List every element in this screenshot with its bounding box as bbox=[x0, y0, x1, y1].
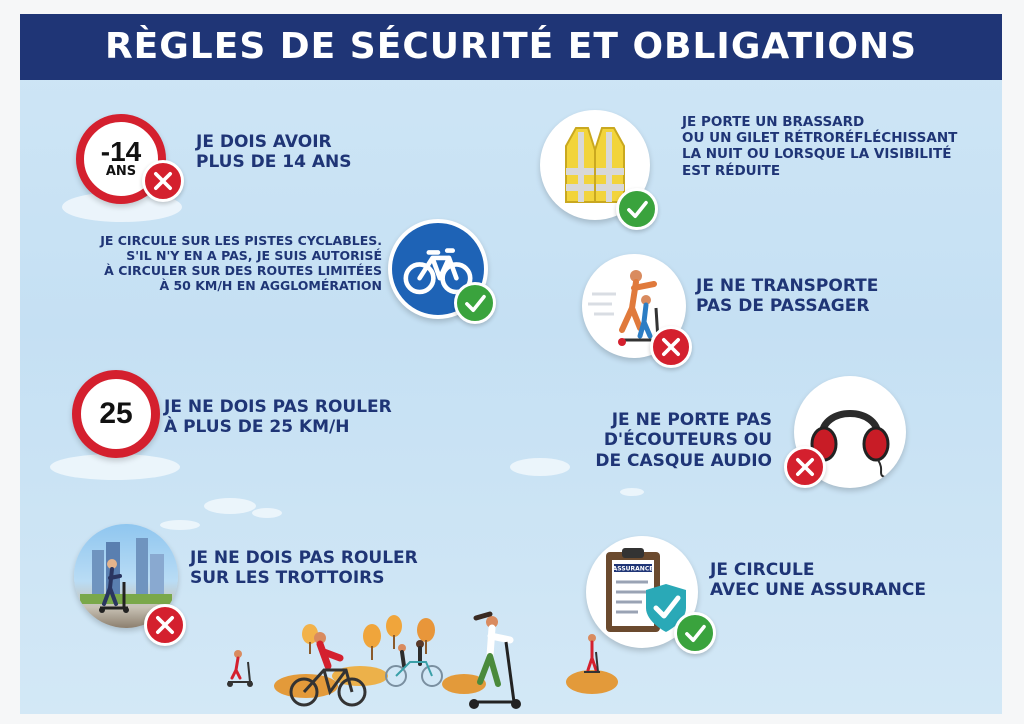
rule-headphones-line: JE NE PORTE PAS bbox=[611, 410, 772, 430]
rule-passenger-text bbox=[696, 276, 878, 317]
insurance-doc-label: ASSURANCE bbox=[612, 565, 654, 573]
age-sign-number: -14 bbox=[100, 136, 142, 167]
cloud bbox=[620, 488, 644, 496]
rule-cycle-lanes-line: S'IL N'Y EN A PAS, JE SUIS AUTORISÉ bbox=[126, 248, 382, 263]
speed-sign-number: 25 bbox=[99, 397, 133, 430]
rule-cycle-lanes-text bbox=[48, 233, 382, 293]
rule-vest-text bbox=[682, 114, 957, 179]
rule-age-line: PLUS DE 14 ANS bbox=[196, 152, 352, 173]
rule-headphones-text bbox=[560, 410, 772, 471]
rule-cycle-lanes-line: À CIRCULER SUR DES ROUTES LIMITÉES bbox=[104, 263, 382, 278]
rule-insurance-line: JE CIRCULE bbox=[710, 560, 815, 580]
close-icon bbox=[787, 449, 823, 485]
rule-headphones-line: D'ÉCOUTEURS OU bbox=[603, 430, 772, 451]
check-icon bbox=[457, 285, 493, 321]
rule-sidewalk-line: JE NE DOIS PAS ROULER bbox=[190, 548, 418, 568]
rule-vest-line: EST RÉDUITE bbox=[682, 162, 781, 179]
rule-vest-line: JE PORTE UN BRASSARD bbox=[682, 114, 865, 130]
forbidden-badge bbox=[144, 604, 186, 646]
check-icon bbox=[677, 615, 713, 651]
rule-passenger-line: PAS DE PASSAGER bbox=[696, 296, 870, 317]
forbidden-badge bbox=[650, 326, 692, 368]
cloud bbox=[160, 520, 200, 530]
allowed-badge bbox=[616, 188, 658, 230]
rule-age-line: JE DOIS AVOIR bbox=[196, 132, 332, 152]
cloud bbox=[204, 498, 256, 514]
rule-vest-line: LA NUIT OU LORSQUE LA VISIBILITÉ bbox=[682, 146, 952, 163]
close-icon bbox=[653, 329, 689, 365]
rule-age-text bbox=[196, 132, 352, 173]
allowed-badge bbox=[454, 282, 496, 324]
allowed-badge bbox=[674, 612, 716, 654]
rule-vest-line: OU UN GILET RÉTRORÉFLÉCHISSANT bbox=[682, 130, 958, 147]
rule-speed-line: JE NE DOIS PAS ROULER bbox=[164, 397, 392, 417]
riders-illustration bbox=[200, 590, 620, 714]
rule-insurance-text bbox=[710, 560, 926, 601]
forbidden-badge bbox=[784, 446, 826, 488]
rule-sidewalk-text bbox=[190, 548, 418, 589]
safety-poster bbox=[20, 14, 1002, 714]
rule-headphones-line: DE CASQUE AUDIO bbox=[595, 450, 772, 471]
rule-cycle-lanes-line: À 50 KM/H EN AGGLOMÉRATION bbox=[159, 278, 382, 293]
rule-insurance-line: AVEC UNE ASSURANCE bbox=[710, 580, 926, 601]
rule-passenger-line: JE NE TRANSPORTE bbox=[696, 276, 879, 296]
forbidden-badge bbox=[142, 160, 184, 202]
close-icon bbox=[147, 607, 183, 643]
rule-cycle-lanes-line: JE CIRCULE SUR LES PISTES CYCLABLES. bbox=[100, 233, 382, 248]
check-icon bbox=[619, 191, 655, 227]
rule-speed-line: À PLUS DE 25 KM/H bbox=[164, 417, 350, 438]
page-title: RÈGLES DE SÉCURITÉ ET OBLIGATIONS bbox=[20, 14, 1002, 80]
cloud bbox=[252, 508, 282, 518]
close-icon bbox=[145, 163, 181, 199]
age-sign-unit: ANS bbox=[105, 164, 137, 179]
rule-sidewalk-line: SUR LES TROTTOIRS bbox=[190, 568, 385, 589]
speed-limit-sign-icon bbox=[72, 370, 160, 458]
rule-speed-text bbox=[164, 397, 392, 438]
